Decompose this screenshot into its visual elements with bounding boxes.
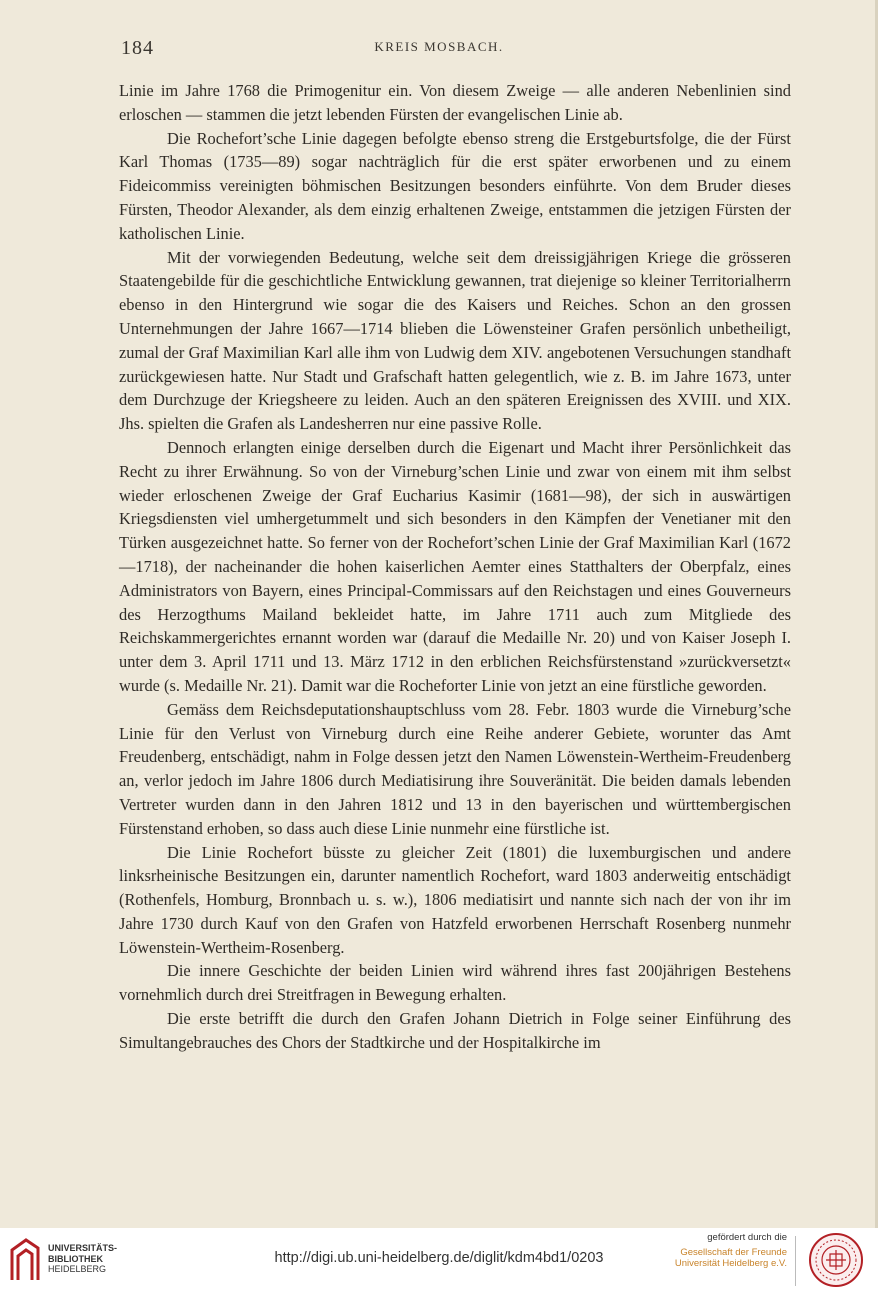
sponsor-name-line: Gesellschaft der Freunde	[680, 1247, 787, 1258]
paragraph: Die erste betrifft die durch den Grafen Johann Dietrich in Folge seiner Einführung des Simultangebrauches des Chors der Stadtkirche und der Hospitalkirche im	[119, 1009, 791, 1052]
permalink-url[interactable]: http://digi.ub.uni-heidelberg.de/diglit/kdm4bd1/0203	[274, 1250, 604, 1266]
paragraph: Die Linie Rochefort büsste zu gleicher Zeit (1801) die luxemburgischen und andere linksrheinische Besitzungen ein, darunter namentlich Rochefort, ward 1803 anderweitig entschädigt (Rothenfels, Homburg, Bronnbach u. s. w.), 1806 mediatisirt und nannte sich nach der von ihr im Jahre 1730 durch Kauf von den Grafen von Hatzfeld erworbenen Herrschaft Rosenberg nunmehr Löwenstein-Wertheim-Rosenberg.	[119, 842, 791, 957]
library-name-line: HEIDELBERG	[48, 1264, 107, 1274]
sponsor-block	[650, 1232, 787, 1269]
paragraph: Die innere Geschichte der beiden Linien wird während ihres fast 200jährigen Bestehens vornehmlich durch drei Streitfragen in Bewegung erhalten.	[119, 961, 791, 1005]
body-text	[119, 79, 791, 1055]
paragraph: Linie im Jahre 1768 die Primogenitur ein. Von diesem Zweige — alle anderen Nebenlinien sind erloschen — stammen die jetzt lebenden Fürsten der evangelischen Linie ab.	[119, 81, 791, 124]
paragraph: Gemäss dem Reichsdeputationshauptschluss vom 28. Febr. 1803 wurde die Virneburg’sche Linie für den Verlust von Virneburg durch eine Reihe anderer Gebiete, worunter das Amt Freudenberg, entschädigt, nahm in Folge dessen jetzt den Namen Löwenstein-Wertheim-Freudenberg an, verlor jedoch im Jahre 1806 durch Mediatisirung ihre Souveränität. Die beiden damals lebenden Vertreter wurden dann in den Jahren 1812 und 13 in den bayerischen und württembergischen Fürstenstand erhoben, so dass auch diese Linie nunmehr eine fürstliche ist.	[119, 699, 791, 838]
sponsor-name-line: Universität Heidelberg e.V.	[674, 1258, 787, 1269]
library-name-line: BIBLIOTHEK	[48, 1253, 103, 1264]
library-name-line: UNIVERSITÄTS-	[48, 1243, 118, 1253]
paragraph: Mit der vorwiegenden Bedeutung, welche seit dem dreissigjährigen Kriege die grösseren Staatengebilde für die geschichtliche Entwicklung gewannen, trat diejenige so kleiner Territorialherrn ebenso in den Hintergrund wie sogar die des Kaisers und Reiches. Schon an den grossen Unternehmungen der Jahre 1667—1714 blieben die Löwensteiner Grafen persönlich unbetheiligt, zumal der Graf Maximilian Karl alle ihm von Ludwig dem XIV. angebotenen Versuchungen standhaft zurückgewiesen hatte. Nur Stadt und Grafschaft hatten gelegentlich, wie z. B. im Jahre 1673, unter dem Durchzuge der Kriegsheere zu leiden. Auch an den späteren Ereignissen des XVIII. und XIX. Jhs. spielten die Grafen als Landesherren nur eine passive Rolle.	[119, 247, 791, 434]
paragraph: Dennoch erlangten einige derselben durch die Eigenart und Macht ihrer Persönlichkeit das Recht zu ihrer Erwähnung. So von der Virneburg’schen Linie und zwar von einem mit ihm selbst wieder erloschenen Zweige der Graf Eucharius Kasimir (1681—98), der sich in auswärtigen Kriegsdiensten viel umhergetummelt und sich besonders in den Kämpfen der Venetianer mit den Türken ausgezeichnet hatte. So ferner von der Rochefort’schen Linie der Graf Maximilian Karl (1672—1718), der nacheinander die hohen kaiserlichen Aemter eines Statthalters der Oberpfalz, eines Administrators von Bayern, eines Principal-Commissars auf den Reichstagen und eines Gouverneurs des Herzogthums Mailand bekleidet hatte, im Jahre 1711 auch zum Mitgliede des Reichskammergerichtes ernannt worden war (darauf die Medaille Nr. 20) und von Kaiser Joseph I. unter dem 3. April 1711 und 13. März 1712 in den erblichen Reichsfürstenstand »zurückversetzt« wurde (s. Medaille Nr. 21). Damit war die Rocheforter Linie von jetzt an eine fürstliche geworden.	[119, 437, 791, 695]
university-seal-icon[interactable]	[808, 1232, 864, 1288]
page-number: 184	[121, 37, 154, 59]
page-header	[0, 37, 878, 61]
footer-divider	[795, 1236, 796, 1286]
running-head: KREIS MOSBACH.	[374, 39, 504, 54]
sponsor-lead: gefördert durch die	[707, 1232, 787, 1243]
paragraph: Die Rochefort’sche Linie dagegen befolgte ebenso streng die Erstgeburtsfolge, die der Fürst Karl Thomas (1735—89) sogar nachträglich für die erst später erworbenen und zu einem Fideicommiss vereinigten böhmischen Besitzungen besonders einführte. Von dem Bruder dieses Fürsten, Theodor Alexander, als dem einzig erhaltenen Zweige, entstammen die jetzigen Fürsten der katholischen Linie.	[119, 128, 791, 243]
